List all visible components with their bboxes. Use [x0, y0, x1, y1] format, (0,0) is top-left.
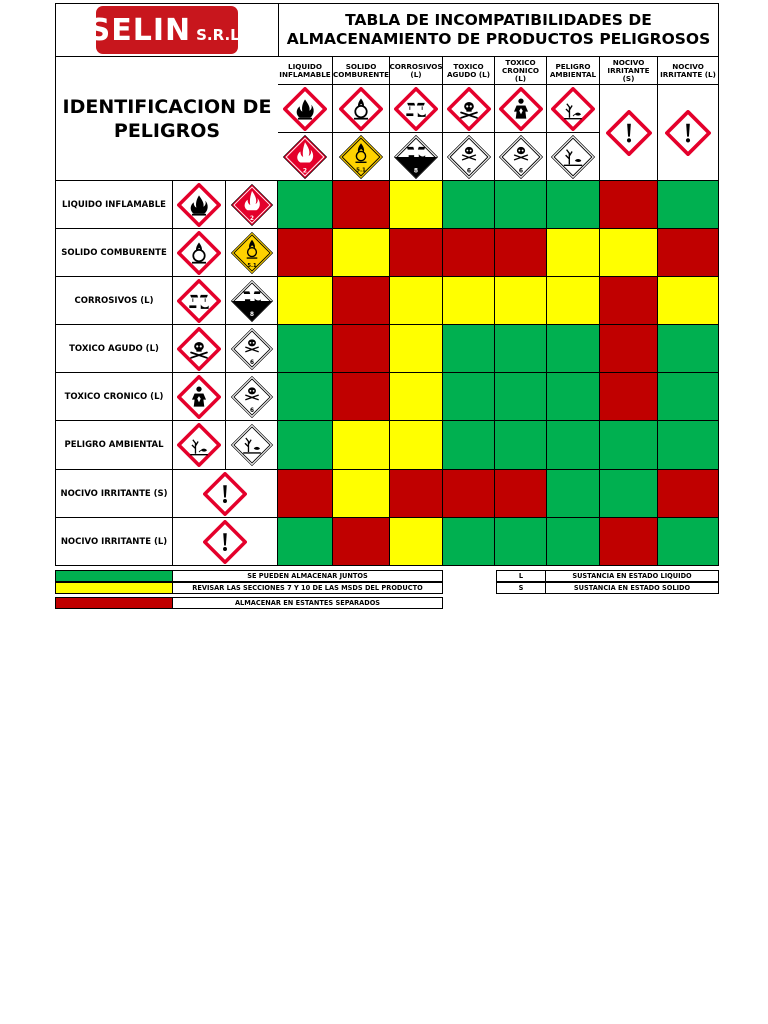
svg-text:6: 6	[249, 407, 254, 414]
matrix-cell	[658, 277, 719, 325]
matrix-cell	[443, 229, 495, 277]
matrix-cell	[495, 373, 547, 421]
svg-text:8: 8	[249, 311, 254, 318]
row-transport-cell-0	[226, 181, 278, 229]
matrix-cell	[547, 325, 600, 373]
logo-box	[55, 3, 278, 57]
corrosion-icon	[177, 279, 221, 323]
matrix-cell	[547, 470, 600, 518]
flame-icon	[177, 183, 221, 227]
exclamation-icon	[203, 520, 247, 564]
section-title-line-1: IDENTIFICACION DE	[62, 95, 272, 118]
environment-icon	[177, 423, 221, 467]
matrix-cell	[278, 229, 333, 277]
matrix-cell	[390, 229, 443, 277]
environment-diamond-icon	[230, 423, 274, 467]
col-header-5: PELIGRO AMBIENTAL	[547, 57, 600, 85]
legend-swatch-r	[55, 597, 173, 609]
matrix-cell	[600, 325, 658, 373]
title-line-2: ALMACENAMIENTO DE PRODUCTOS PELIGROSOS	[286, 30, 711, 48]
svg-text:6: 6	[249, 359, 254, 366]
matrix-cell	[278, 518, 333, 566]
legend-swatch-y	[55, 582, 173, 594]
col-transport-cell-2	[390, 133, 443, 181]
col-header-2: CORROSIVOS (L)	[390, 57, 443, 85]
matrix-cell	[658, 470, 719, 518]
matrix-cell	[333, 421, 390, 470]
oxidizer-icon	[339, 87, 383, 131]
svg-text:8: 8	[413, 167, 419, 175]
col-ghs-cell-4	[495, 85, 547, 133]
matrix-cell	[547, 421, 600, 470]
environment-icon	[551, 87, 595, 131]
matrix-cell	[547, 373, 600, 421]
matrix-cell	[658, 373, 719, 421]
exclamation-icon	[606, 110, 652, 156]
matrix-cell	[443, 277, 495, 325]
row-label-7: NOCIVO IRRITANTE (L)	[55, 518, 173, 566]
matrix-cell	[333, 373, 390, 421]
section-title	[55, 57, 278, 181]
title-line-1: TABLA DE INCOMPATIBILIDADES DE	[345, 11, 652, 29]
matrix-cell	[333, 325, 390, 373]
col-ghs-cell-6	[600, 85, 658, 181]
key-text-1: SUSTANCIA EN ESTADO SOLIDO	[546, 582, 719, 594]
col-header-4: TOXICO CRONICO (L)	[495, 57, 547, 85]
matrix-cell	[390, 181, 443, 229]
matrix-cell	[390, 518, 443, 566]
matrix-cell	[495, 277, 547, 325]
environment-diamond-icon	[550, 134, 596, 180]
row-label-5: PELIGRO AMBIENTAL	[55, 421, 173, 470]
col-header-0: LIQUIDO INFLAMABLE	[278, 57, 333, 85]
class-8-corrosive-icon	[393, 134, 439, 180]
row-transport-cell-1	[226, 229, 278, 277]
matrix-cell	[658, 181, 719, 229]
key-code-1: S	[496, 582, 546, 594]
row-ghs-cell-7	[173, 518, 278, 566]
matrix-cell	[547, 229, 600, 277]
matrix-cell	[600, 229, 658, 277]
col-header-3: TOXICO AGUDO (L)	[443, 57, 495, 85]
row-ghs-cell-3	[173, 325, 226, 373]
matrix-cell	[278, 470, 333, 518]
legend-swatch-g	[55, 570, 173, 582]
matrix-cell	[495, 470, 547, 518]
row-label-4: TOXICO CRONICO (L)	[55, 373, 173, 421]
matrix-cell	[495, 518, 547, 566]
matrix-cell	[278, 421, 333, 470]
company-logo	[88, 6, 246, 54]
health-hazard-icon	[177, 375, 221, 419]
class-6-toxic-icon	[230, 327, 274, 371]
row-ghs-cell-5	[173, 421, 226, 470]
col-ghs-cell-7	[658, 85, 719, 181]
row-ghs-cell-2	[173, 277, 226, 325]
svg-text:5.1: 5.1	[356, 167, 366, 174]
matrix-cell	[547, 277, 600, 325]
matrix-cell	[390, 470, 443, 518]
matrix-cell	[390, 277, 443, 325]
class-8-corrosive-icon	[230, 279, 274, 323]
matrix-cell	[443, 325, 495, 373]
col-ghs-cell-2	[390, 85, 443, 133]
col-transport-cell-4	[495, 133, 547, 181]
matrix-cell	[333, 277, 390, 325]
class-2-flammable-icon	[282, 134, 328, 180]
matrix-cell	[600, 470, 658, 518]
row-ghs-cell-1	[173, 229, 226, 277]
matrix-cell	[600, 181, 658, 229]
matrix-cell	[443, 373, 495, 421]
health-hazard-icon	[499, 87, 543, 131]
svg-text:2: 2	[302, 167, 308, 175]
row-label-1: SOLIDO COMBURENTE	[55, 229, 173, 277]
matrix-cell	[658, 229, 719, 277]
col-transport-cell-5	[547, 133, 600, 181]
col-transport-cell-0	[278, 133, 333, 181]
matrix-cell	[390, 325, 443, 373]
matrix-cell	[278, 277, 333, 325]
col-transport-cell-3	[443, 133, 495, 181]
class-5-1-oxidizer-icon	[230, 231, 274, 275]
row-label-3: TOXICO AGUDO (L)	[55, 325, 173, 373]
matrix-cell	[600, 518, 658, 566]
matrix-cell	[600, 277, 658, 325]
key-code-0: L	[496, 570, 546, 582]
row-label-2: CORROSIVOS (L)	[55, 277, 173, 325]
class-6-toxic-icon	[498, 134, 544, 180]
matrix-cell	[333, 518, 390, 566]
section-title-line-2: PELIGROS	[113, 119, 221, 142]
legend-text-1: REVISAR LAS SECCIONES 7 Y 10 DE LAS MSDS DEL PRODUCTO	[173, 582, 443, 594]
exclamation-icon	[665, 110, 711, 156]
matrix-cell	[278, 373, 333, 421]
matrix-cell	[278, 181, 333, 229]
matrix-cell	[495, 421, 547, 470]
flame-icon	[283, 87, 327, 131]
col-ghs-cell-0	[278, 85, 333, 133]
matrix-cell	[600, 373, 658, 421]
matrix-cell	[547, 518, 600, 566]
matrix-cell	[443, 518, 495, 566]
col-ghs-cell-1	[333, 85, 390, 133]
row-transport-cell-2	[226, 277, 278, 325]
matrix-cell	[333, 229, 390, 277]
col-header-7: NOCIVO IRRITANTE (L)	[658, 57, 719, 85]
col-ghs-cell-5	[547, 85, 600, 133]
row-ghs-cell-4	[173, 373, 226, 421]
row-label-0: LIQUIDO INFLAMABLE	[55, 181, 173, 229]
matrix-cell	[495, 229, 547, 277]
skull-icon	[447, 87, 491, 131]
matrix-cell	[658, 518, 719, 566]
col-transport-cell-1	[333, 133, 390, 181]
key-text-0: SUSTANCIA EN ESTADO LIQUIDO	[546, 570, 719, 582]
matrix-cell	[658, 421, 719, 470]
svg-text:6: 6	[466, 167, 471, 175]
row-label-6: NOCIVO IRRITANTE (S)	[55, 470, 173, 518]
col-header-1: SOLIDO COMBURENTE	[333, 57, 390, 85]
page-title	[278, 3, 719, 57]
skull-icon	[177, 327, 221, 371]
legend-text-0: SE PUEDEN ALMACENAR JUNTOS	[173, 570, 443, 582]
col-ghs-cell-3	[443, 85, 495, 133]
matrix-cell	[333, 470, 390, 518]
row-transport-cell-3	[226, 325, 278, 373]
oxidizer-icon	[177, 231, 221, 275]
legend-text-2: ALMACENAR EN ESTANTES SEPARADOS	[173, 597, 443, 609]
col-header-6: NOCIVO IRRITANTE (S)	[600, 57, 658, 85]
class-6-toxic-icon	[230, 375, 274, 419]
svg-text:6: 6	[518, 167, 523, 175]
row-transport-cell-5	[226, 421, 278, 470]
logo-main-text: SELIN	[88, 12, 192, 48]
matrix-cell	[600, 421, 658, 470]
matrix-cell	[495, 181, 547, 229]
class-5-1-oxidizer-icon	[338, 134, 384, 180]
matrix-cell	[547, 181, 600, 229]
exclamation-icon	[203, 472, 247, 516]
row-ghs-cell-6	[173, 470, 278, 518]
matrix-cell	[390, 373, 443, 421]
matrix-cell	[443, 181, 495, 229]
row-ghs-cell-0	[173, 181, 226, 229]
class-6-toxic-icon	[446, 134, 492, 180]
corrosion-icon	[394, 87, 438, 131]
matrix-cell	[333, 181, 390, 229]
matrix-cell	[443, 421, 495, 470]
matrix-cell	[658, 325, 719, 373]
row-transport-cell-4	[226, 373, 278, 421]
matrix-cell	[278, 325, 333, 373]
logo-suffix-text: S.R.L.	[196, 26, 246, 44]
matrix-cell	[390, 421, 443, 470]
class-2-flammable-icon	[230, 183, 274, 227]
svg-text:5.1: 5.1	[246, 262, 257, 269]
matrix-cell	[495, 325, 547, 373]
matrix-cell	[443, 470, 495, 518]
svg-text:2: 2	[249, 215, 254, 222]
